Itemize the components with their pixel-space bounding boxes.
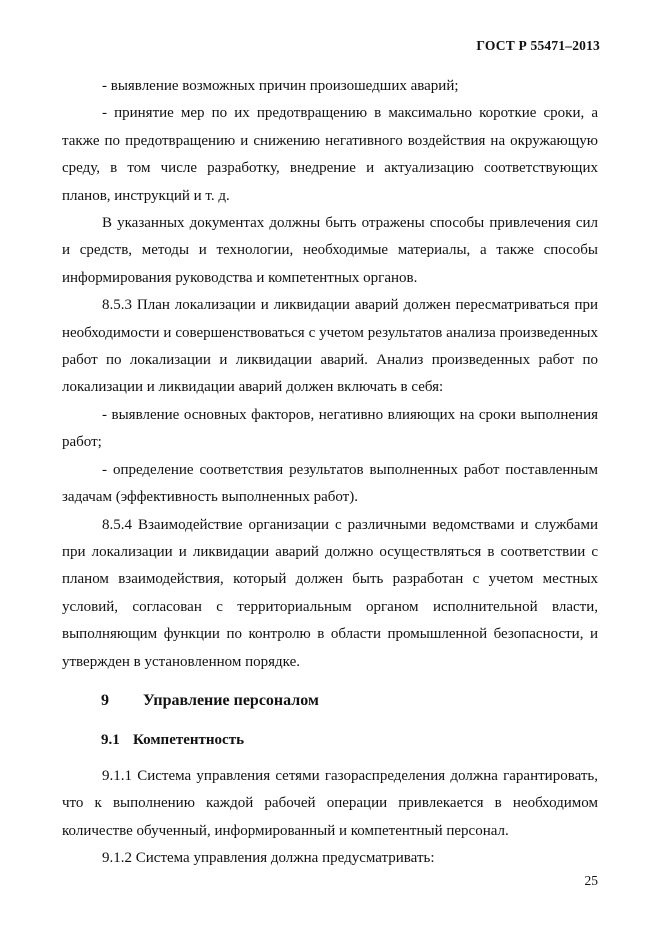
list-item: - определение соответствия результатов выполненных работ поставленным задачам (эффективность выполненных работ). bbox=[62, 461, 598, 506]
section-number: 9 bbox=[101, 692, 109, 709]
paragraph: В указанных документах должны быть отражены способы привлечения сил и средств, методы и технологии, необходимые материалы, а также способы информирования руководства и компетентных органов. bbox=[62, 215, 598, 286]
subsection-title: Компетентность bbox=[133, 732, 244, 748]
clause-8-5-3: 8.5.3 План локализации и ликвидации аварий должен пересматриваться при необходимости и совершенствоваться с учетом результатов анализа произведенных работ по локализации и ликвидации аварий. Анализ произведенных работ по локализации и ликвидации аварий должен включать в себя: bbox=[62, 297, 598, 396]
clause-9-1-1: 9.1.1 Система управления сетями газораспределения должна гарантировать, что к выполнению каждой рабочей операции привлекается в необходимом количестве обученный, информированный и компетентный персонал. bbox=[62, 768, 598, 839]
subsection-number: 9.1 bbox=[101, 732, 120, 748]
body-text-top bbox=[62, 73, 598, 676]
body-text-bottom bbox=[62, 763, 598, 873]
clause-9-1-2: 9.1.2 Система управления должна предусматривать: bbox=[102, 850, 435, 867]
list-item: - выявление возможных причин произошедших аварий; bbox=[102, 78, 459, 94]
subsection-heading bbox=[101, 732, 244, 749]
document-code-header: ГОСТ Р 55471–2013 bbox=[476, 38, 600, 53]
page-number: 25 bbox=[584, 873, 598, 888]
section-heading bbox=[101, 692, 319, 710]
clause-8-5-4: 8.5.4 Взаимодействие организации с различными ведомствами и службами при локализации и ликвидации аварий должно осуществляться в соответствии с планом взаимодействия, который должен быть разработан с учетом местных условий, согласован с территориальным органом исполнительной власти, выполняющим функции по контролю в области промышленной безопасности, и утвержден в установленном порядке. bbox=[62, 516, 598, 670]
list-item: - выявление основных факторов, негативно влияющих на сроки выполнения работ; bbox=[62, 406, 598, 451]
list-item: - принятие мер по их предотвращению в максимально короткие сроки, а также по предотвращению и снижению негативного воздействия на окружающую среду, в том числе разработку, внедрение и актуализацию соответствующих планов, инструкций и т. д. bbox=[62, 105, 598, 204]
section-title: Управление персоналом bbox=[143, 692, 319, 709]
